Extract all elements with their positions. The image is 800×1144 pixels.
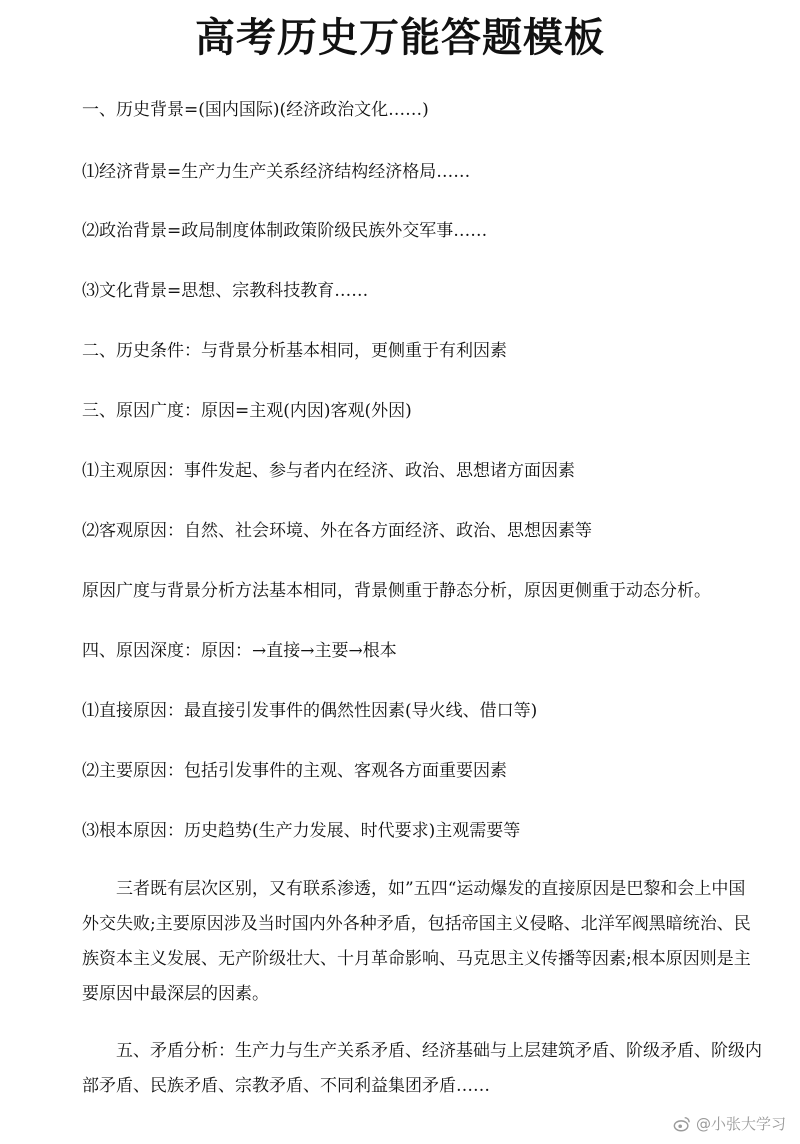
- section-1-background: 一、历史背景=(国内国际)(经济政治文化……): [82, 100, 429, 120]
- section-5-contradiction-paragraph: [82, 1034, 782, 1104]
- cause-breadth-note: 原因广度与背景分析方法基本相同，背景侧重于静态分析，原因更侧重于动态分析。: [82, 581, 711, 601]
- subjective-cause-item: ⑴主观原因：事件发起、参与者内在经济、政治、思想诸方面因素: [82, 461, 575, 481]
- section-3-cause-breadth: 三、原因广度：原因=主观(内因)客观(外因): [82, 401, 412, 421]
- paragraph-line: 五、矛盾分析：生产力与生产关系矛盾、经济基础与上层建筑矛盾、阶级矛盾、阶级内: [116, 1041, 762, 1061]
- paragraph-line: 要原因中最深层的因素。: [82, 984, 269, 1004]
- paragraph-line: 族资本主义发展、无产阶级壮大、十月革命影响、马克思主义传播等因素;根本原因则是主: [82, 949, 751, 969]
- direct-cause-item: ⑴直接原因：最直接引发事件的偶然性因素(导火线、借口等): [82, 701, 538, 721]
- economic-background-item: ⑴经济背景=生产力生产关系经济结构经济格局……: [82, 162, 471, 182]
- paragraph-line: 三者既有层次区别，又有联系渗透，如”五四“运动爆发的直接原因是巴黎和会上中国: [116, 879, 746, 899]
- section-2-conditions: 二、历史条件：与背景分析基本相同，更侧重于有利因素: [82, 341, 507, 361]
- paragraph-line: 外交失败;主要原因涉及当时国内外各种矛盾，包括帝国主义侵略、北洋军阀黑暗统治、民: [82, 914, 751, 934]
- watermark-text: @小张大学习: [695, 1115, 786, 1133]
- paragraph-line: 部矛盾、民族矛盾、宗教矛盾、不同利益集团矛盾……: [82, 1076, 490, 1096]
- watermark: [673, 1113, 786, 1134]
- main-cause-item: ⑵主要原因：包括引发事件的主观、客观各方面重要因素: [82, 761, 507, 781]
- objective-cause-item: ⑵客观原因：自然、社会环境、外在各方面经济、政治、思想因素等: [82, 521, 592, 541]
- weibo-style-logo-icon: [673, 1115, 691, 1133]
- page-title: 高考历史万能答题模板: [195, 15, 605, 61]
- root-cause-item: ⑶根本原因：历史趋势(生产力发展、时代要求)主观需要等: [82, 821, 521, 841]
- political-background-item: ⑵政治背景=政局制度体制政策阶级民族外交军事……: [82, 221, 488, 241]
- may-fourth-example-paragraph: [82, 872, 782, 1012]
- cultural-background-item: ⑶文化背景=思想、宗教科技教育……: [82, 281, 369, 301]
- section-4-cause-depth: 四、原因深度：原因：→直接→主要→根本: [82, 641, 397, 661]
